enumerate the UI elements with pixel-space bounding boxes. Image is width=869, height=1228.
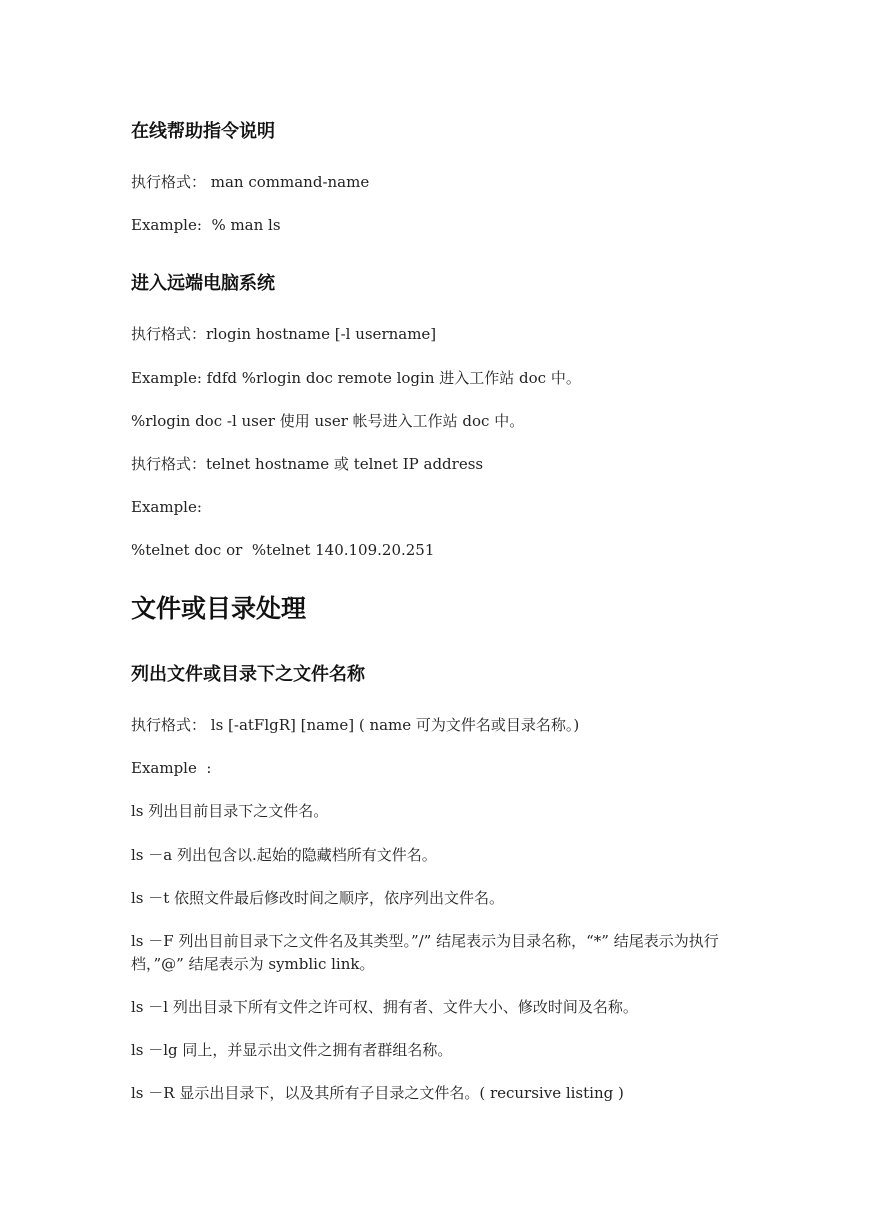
man-example-text: Example: % man ls [131,216,281,234]
telnet-format-text: 执行格式：telnet hostname 或 telnet IP address [131,455,484,473]
ls-R-text: ls －R 显示出目录下，以及其所有子目录之文件名。( recursive listing ) [131,1084,624,1102]
rlogin-user-text: %rlogin doc -l user 使用 user 帐号进入工作站 doc 中。 [131,412,525,430]
ls-lg-text: ls －lg 同上，并显示出文件之拥有者群组名称。 [131,1041,453,1059]
ls-t-text: ls －t 依照文件最后修改时间之顺序，依序列出文件名。 [131,889,505,907]
man-format-text: 执行格式： man command-name [131,173,370,191]
rlogin-format-text: 执行格式：rlogin hostname [-l username] [131,325,437,343]
ls-a-text: ls －a 列出包含以.起始的隐藏档所有文件名。 [131,846,437,864]
ls-heading: 列出文件或目录下之文件名称 [131,664,365,685]
telnet-example-label: Example: [131,498,202,516]
ls-l-text: ls －l 列出目录下所有文件之许可权、拥有者、文件大小、修改时间及名称。 [131,998,638,1016]
telnet-example-text: %telnet doc or %telnet 140.109.20.251 [131,541,435,559]
rlogin-example-text: Example: fdfd %rlogin doc remote login 进入工作站 doc 中。 [131,369,581,387]
file-directory-heading: 文件或目录处理 [131,594,307,623]
ls-F-text: ls －F 列出目前目录下之文件名及其类型。”/” 结尾表示为目录名称，“*” 结尾表示为执行档，”@” 结尾表示为 symblic link。 [131,932,719,973]
ls-example-label: Example : [131,759,212,777]
remote-login-heading: 进入远端电脑系统 [131,273,275,294]
online-help-heading: 在线帮助指令说明 [131,121,275,142]
ls-plain-text: ls 列出目前目录下之文件名。 [131,802,329,820]
ls-format-text: 执行格式： ls [-atFlgR] [name] ( name 可为文件名或目录名称。) [131,716,580,734]
